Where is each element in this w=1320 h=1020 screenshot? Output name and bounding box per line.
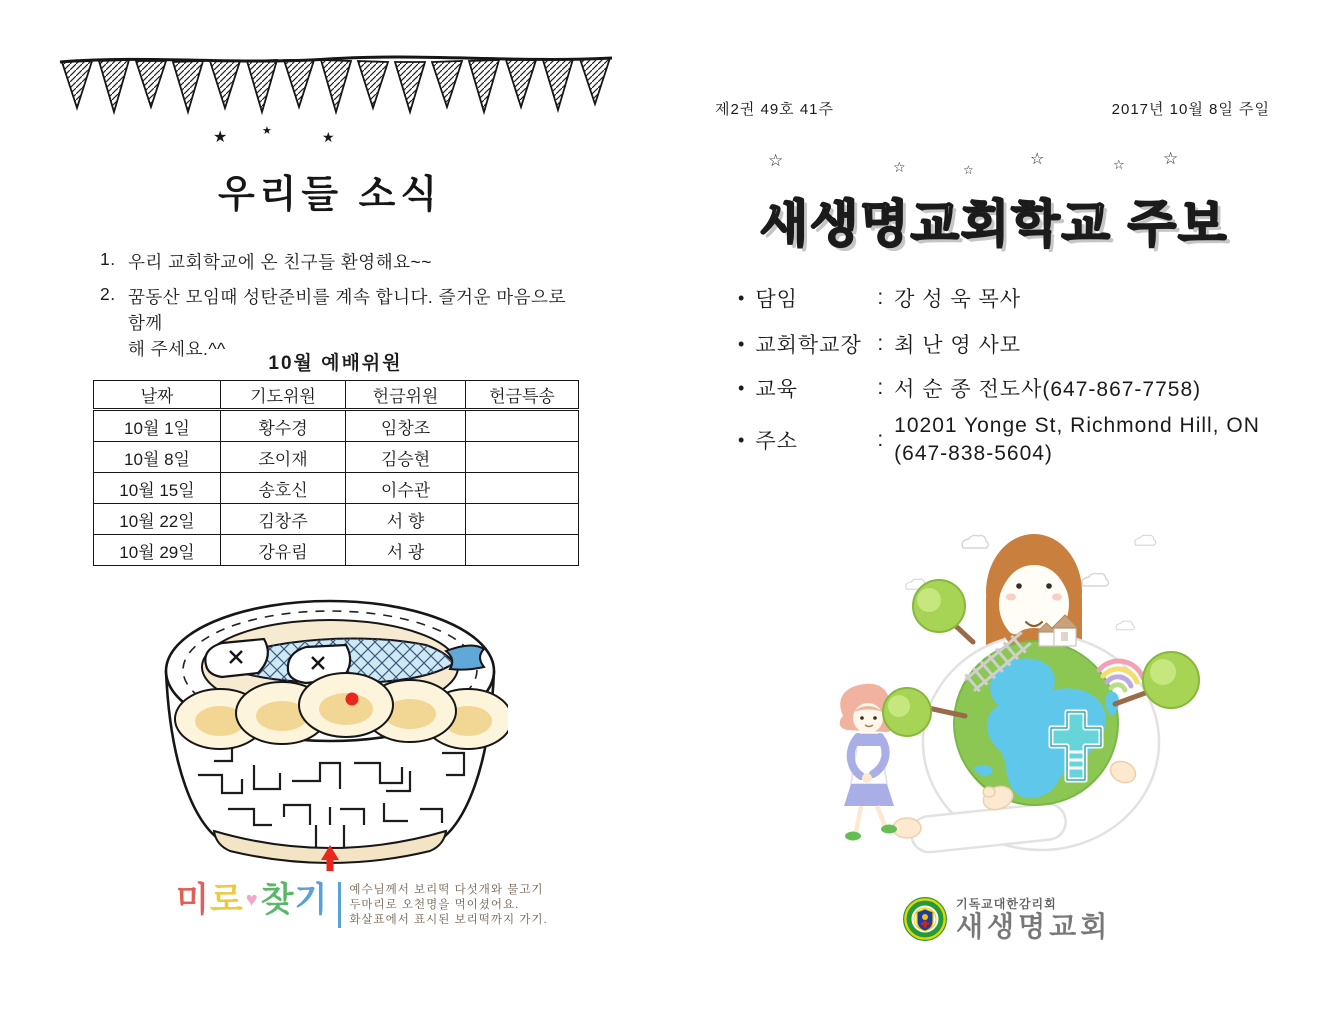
fish-tail (446, 645, 484, 669)
col-header: 헌금위원 (346, 381, 466, 410)
caption-divider (338, 882, 341, 928)
info-row-pastor: • 담임 : 강 성 욱 목사 (738, 283, 1021, 313)
info-label: 주소 (755, 430, 798, 453)
worship-committee-table (93, 380, 579, 566)
notice-item (100, 249, 580, 275)
info-label: 교육 (755, 378, 798, 401)
notice-number: 2. (100, 284, 116, 304)
star-icon: ☆ (1113, 157, 1125, 172)
church-name: 새생명교회 (956, 911, 1112, 942)
info-value: 최 난 영 사모 (894, 334, 1022, 357)
star-icon: ★ (213, 129, 228, 146)
star-icon: ☆ (893, 159, 906, 175)
maze-instructions: 예수님께서 보리떡 다섯개와 물고기 두마리로 오천명을 먹이셨어요. 화살표에서 표시된 보리떡까지 가기. (349, 884, 548, 926)
info-label: 담임 (755, 288, 798, 311)
info-value: 10201 Yonge St, Richmond Hill, ON (647-838-5604) (894, 414, 1260, 465)
basket-maze-illustration (158, 593, 508, 878)
info-value: 강 성 욱 목사 (894, 288, 1022, 311)
denomination-emblem-icon (903, 897, 947, 941)
denomination-name: 기독교대한감리회 (956, 897, 1057, 911)
star-icon: ☆ (1030, 151, 1045, 168)
info-row-school-head: • 교회학교장 : 최 난 영 사모 (738, 329, 1021, 359)
bunting-banner-illustration (58, 52, 614, 118)
maze-goal-dot (346, 693, 359, 706)
info-row-education: • 교육 : 서 순 종 전도사(647-867-7758) (738, 373, 1201, 403)
notice-number: 1. (100, 249, 116, 269)
star-icon: ★ (262, 125, 272, 137)
maze-title-char: 찾 (260, 881, 295, 919)
table-row: 10월 1일 황수경 임창조 (94, 410, 579, 442)
church-logo (903, 895, 1111, 942)
maze-title-char: 미 (176, 881, 210, 919)
girl-legs (856, 806, 885, 832)
girl-shoe (845, 832, 861, 841)
info-value: 서 순 종 전도사(647-867-7758) (894, 378, 1202, 401)
bullet-icon: • (738, 287, 746, 308)
maze-title-char: 로 (209, 881, 244, 919)
table-row: 10월 29일 강유림 서 광 (94, 535, 579, 566)
bunting-flags (62, 58, 610, 112)
table-header-row (94, 381, 579, 410)
notice-text: 우리 교회학교에 온 친구들 환영해요~~ (128, 252, 432, 272)
issue-number: 제2권 49호 41주 (715, 101, 835, 118)
table-title: 10월 예배위원 (268, 353, 403, 374)
publication-date: 2017년 10월 8일 주일 (1111, 101, 1270, 118)
table-row: 10월 15일 송호신 이수관 (94, 473, 579, 504)
star-icon: ☆ (1163, 149, 1179, 168)
col-header: 기도위원 (221, 381, 346, 410)
bullet-icon: • (738, 333, 746, 354)
star-icon: ☆ (768, 151, 784, 170)
left-page-title: 우리들 소식 (217, 174, 443, 217)
info-row-address: • 주소 : 10201 Yonge St, Richmond Hill, ON (647-838-5604) (738, 412, 1260, 468)
bullet-icon: • (738, 429, 746, 450)
info-label: 교회학교장 (755, 334, 862, 357)
girl-shoe (881, 825, 897, 834)
col-header: 날짜 (94, 381, 221, 410)
bullet-icon: • (738, 377, 746, 398)
table-row: 10월 22일 김창주 서 향 (94, 504, 579, 535)
heart-icon: ♥ (245, 889, 259, 911)
table-row: 10월 8일 조이재 김승현 (94, 442, 579, 473)
star-icon: ★ (322, 129, 335, 145)
maze-caption (176, 880, 548, 928)
maze-title-char: 기 (294, 881, 329, 919)
jesus-foot (893, 818, 921, 838)
bulletin-title: 새생명교회학교 주보 (759, 195, 1229, 252)
col-header: 헌금특송 (466, 381, 579, 410)
girl-skirt (844, 784, 894, 806)
jesus-earth-illustration (823, 520, 1275, 855)
logo-text (956, 895, 1111, 942)
star-icon: ☆ (963, 163, 974, 177)
maze-title (176, 880, 328, 920)
notice-text: 꿈동산 모임때 성탄준비를 계속 합니다. 즐거운 마음으로 함께 해 주세요.^^ (128, 287, 566, 359)
